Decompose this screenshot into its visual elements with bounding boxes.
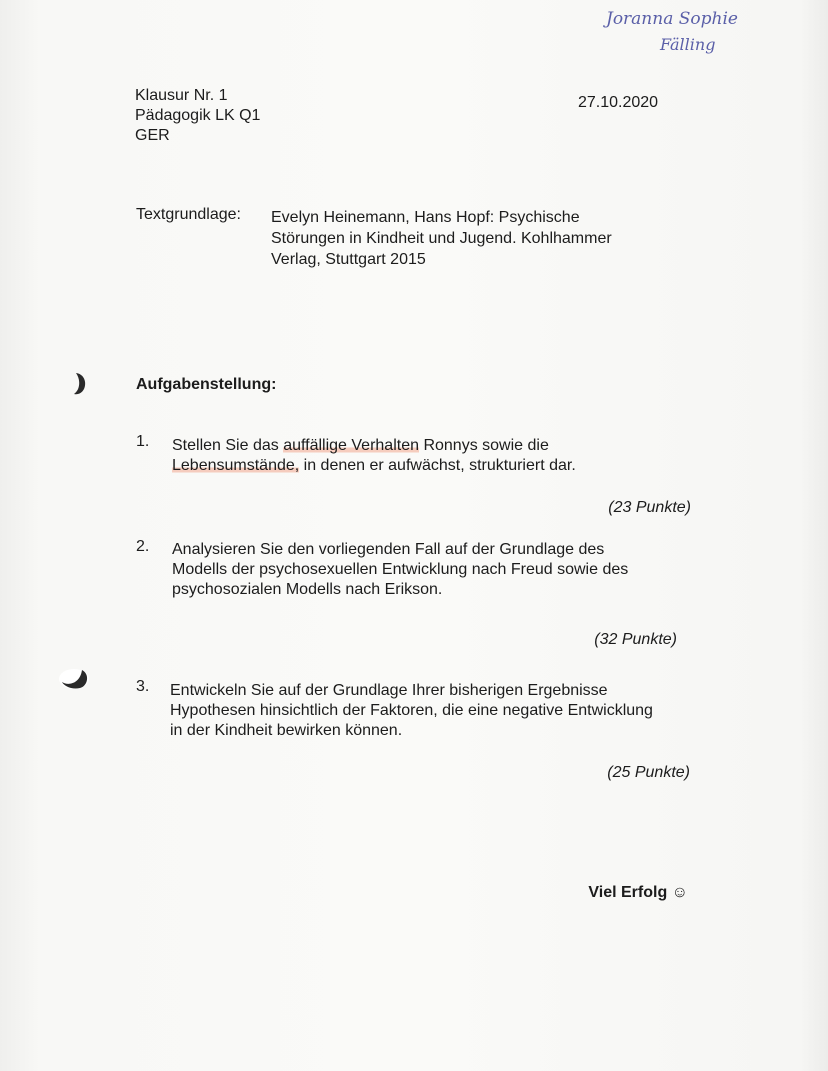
task-2-points: (32 Punkte) <box>594 631 677 648</box>
textbase-line-2: Störungen in Kindheit und Jugend. Kohlhammer <box>271 230 612 247</box>
task-1-number: 1. <box>136 433 150 450</box>
section-title: Aufgabenstellung: <box>136 376 277 393</box>
task-3-line-1: Entwickeln Sie auf der Grundlage Ihrer bisherigen Ergebnisse <box>170 682 608 699</box>
task-2-line-3: psychosozialen Modells nach Erikson. <box>172 581 443 598</box>
textbase-line-1: Evelyn Heinemann, Hans Hopf: Psychische <box>271 209 580 226</box>
punch-hole-icon <box>52 664 92 694</box>
exam-date: 27.10.2020 <box>578 94 659 111</box>
textbase-citation <box>271 207 685 270</box>
punch-hole-icon <box>62 370 92 398</box>
teacher-code: GER <box>135 127 170 144</box>
task-2-text <box>172 540 678 600</box>
textbase-line-3: Verlag, Stuttgart 2015 <box>271 251 426 268</box>
task-1-line-1: Stellen Sie das auffällige Verhalten Ronnys sowie die <box>172 437 549 454</box>
task-3-points: (25 Punkte) <box>607 764 690 781</box>
closing-wish: Viel Erfolg ☺ <box>588 884 688 901</box>
signature-line-1: Joranna Sophie <box>606 9 738 29</box>
signature-line-2: Fälling <box>660 35 716 54</box>
task-1-line-2: Lebensumstände, in denen er aufwächst, strukturiert dar. <box>172 457 576 474</box>
highlight-circumstances: Lebensumstände, <box>172 457 300 474</box>
task-3-line-2: Hypothesen hinsichtlich der Faktoren, die eine negative Entwicklung <box>170 702 653 719</box>
task-2-line-1: Analysieren Sie den vorliegenden Fall auf der Grundlage des <box>172 541 605 558</box>
handwritten-signature <box>600 4 770 64</box>
task-3-number: 3. <box>136 678 150 695</box>
task-3-text <box>170 681 690 741</box>
textbase-label: Textgrundlage: <box>136 206 241 223</box>
task-1-points: (23 Punkte) <box>608 499 691 516</box>
highlight-behavior: auffällige Verhalten <box>283 437 419 454</box>
task-1-text <box>172 436 693 476</box>
exam-number: Klausur Nr. 1 <box>135 87 228 104</box>
task-2-line-2: Modells der psychosexuellen Entwicklung nach Freud sowie des <box>172 561 629 578</box>
course-name: Pädagogik LK Q1 <box>135 107 261 124</box>
task-2-number: 2. <box>136 538 150 555</box>
task-3-line-3: in der Kindheit bewirken können. <box>170 722 403 739</box>
